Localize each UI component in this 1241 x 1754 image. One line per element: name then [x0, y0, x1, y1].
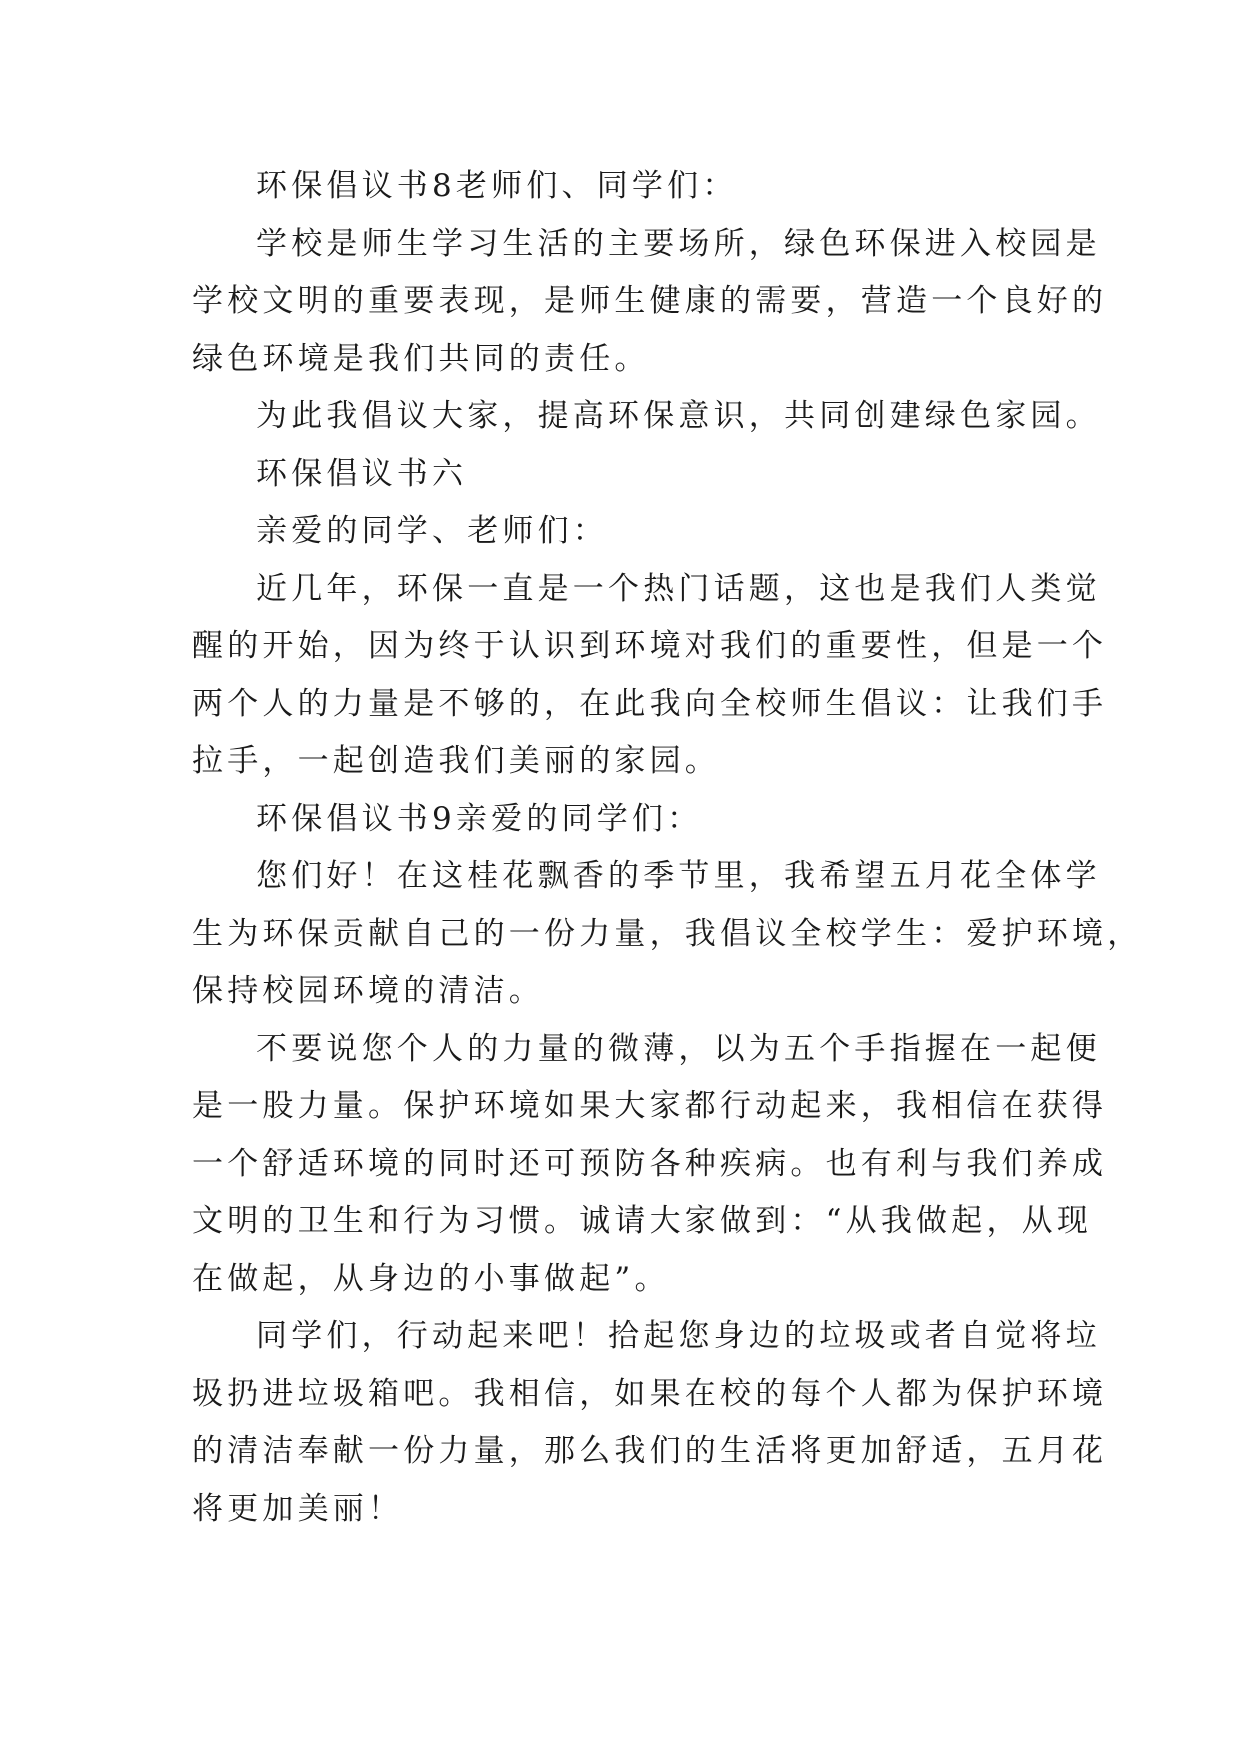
text-line: 绿色环境是我们共同的责任。 [192, 340, 650, 377]
text-line: 亲爱的同学、老师们： [256, 513, 608, 549]
text-line: 同学们，行动起来吧！拾起您身边的垃圾或者自觉将垃 [256, 1318, 1101, 1354]
text-line: 圾扔进垃圾箱吧。我相信，如果在校的每个人都为保护环境 [192, 1375, 1108, 1412]
text-line: 拉手，一起创造我们美丽的家园。 [192, 743, 720, 779]
text-line: 学校是师生学习生活的主要场所，绿色环保进入校园是 [256, 225, 1101, 262]
document-body [192, 158, 1143, 1538]
text-line: 保持校园环境的清洁。 [192, 973, 544, 1009]
text-line: 环保倡议书六 [256, 455, 468, 492]
text-line: 学校文明的重要表现，是师生健康的需要，营造一个良好的 [192, 283, 1108, 319]
text-line: 一个舒适环境的同时还可预防各种疾病。也有利与我们养成 [192, 1145, 1108, 1182]
text-line: 两个人的力量是不够的，在此我向全校师生倡议：让我们手 [192, 685, 1108, 722]
text-line: 的清洁奉献一份力量，那么我们的生活将更加舒适，五月花 [192, 1433, 1108, 1469]
text-line: 生为环保贡献自己的一份力量，我倡议全校学生：爱护环境， [192, 915, 1143, 952]
text-line: 近几年，环保一直是一个热门话题，这也是我们人类觉 [256, 570, 1101, 607]
text-line: 环保倡议书9亲爱的同学们： [256, 800, 703, 837]
text-line: 文明的卫生和行为习惯。诚请大家做到：“从我做起，从现 [192, 1203, 1093, 1239]
text-line: 为此我倡议大家，提高环保意识，共同创建绿色家园。 [256, 398, 1101, 434]
text-line: 您们好！在这桂花飘香的季节里，我希望五月花全体学 [256, 858, 1101, 894]
text-line: 环保倡议书8老师们、同学们： [256, 168, 738, 204]
text-line: 将更加美丽！ [192, 1490, 404, 1527]
text-line: 醒的开始，因为终于认识到环境对我们的重要性，但是一个 [192, 628, 1108, 664]
text-line: 在做起，从身边的小事做起”。 [192, 1260, 670, 1297]
text-line: 是一股力量。保护环境如果大家都行动起来，我相信在获得 [192, 1088, 1108, 1124]
text-line: 不要说您个人的力量的微薄，以为五个手指握在一起便 [256, 1030, 1101, 1067]
